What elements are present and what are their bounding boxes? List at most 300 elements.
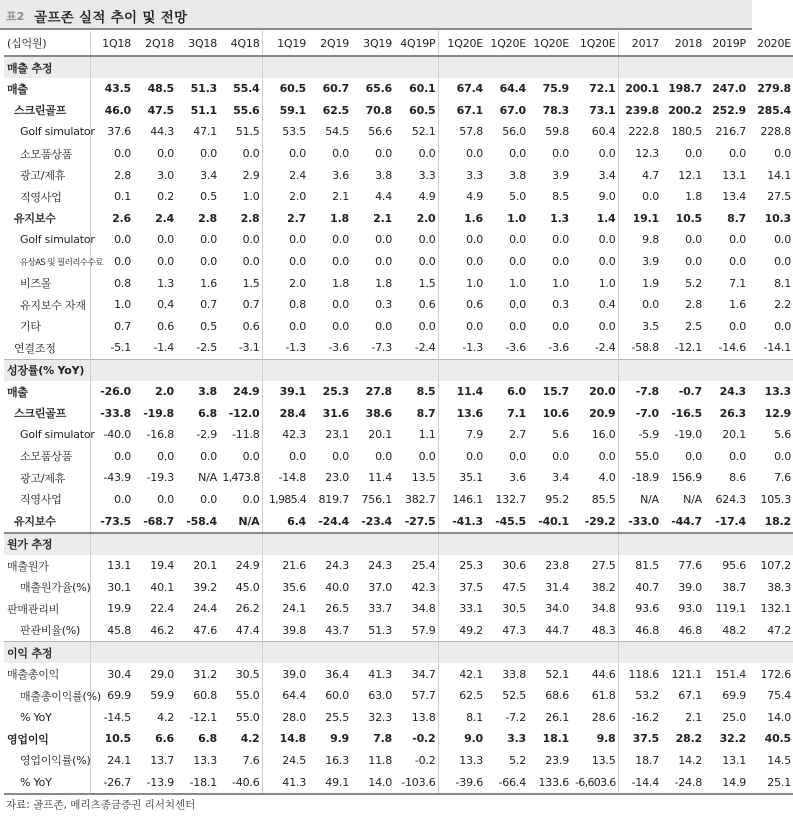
value-cell: 8.7: [727, 211, 746, 225]
value-cell: -16.8: [146, 428, 174, 442]
row-label: 비즈몰: [20, 277, 52, 291]
value-cell: 132.1: [760, 602, 791, 616]
value-cell: 32.2: [719, 732, 746, 746]
value-cell: 40.1: [150, 580, 174, 594]
table-row: [4, 446, 793, 468]
value-cell: 3.3: [438, 164, 485, 186]
table-row: [4, 598, 793, 620]
value-cell: 0.0: [262, 143, 308, 165]
value-cell: 60.0: [325, 689, 349, 703]
value-cell: 3.6: [509, 471, 526, 485]
table-row: [4, 121, 793, 143]
column-header: 4Q18: [219, 31, 262, 56]
value-cell: 2.4: [262, 164, 308, 186]
value-cell: 62.5: [322, 103, 349, 117]
value-cell: 67.1: [678, 689, 702, 703]
section-filler-cell: [528, 56, 571, 78]
value-cell: 43.7: [325, 623, 349, 637]
value-cell: 38.6: [365, 406, 392, 420]
row-label: 소모품상품: [20, 450, 73, 464]
value-cell: 1.8: [685, 190, 702, 204]
value-cell: 55.4: [233, 82, 260, 96]
value-cell: 119.1: [715, 602, 746, 616]
value-cell: 13.1: [722, 753, 746, 767]
value-cell: 10.5: [90, 728, 133, 750]
value-cell: -43.9: [90, 467, 133, 489]
value-cell: 2.6: [90, 208, 133, 230]
value-cell: 38.7: [722, 580, 746, 594]
value-cell: -24.8: [661, 771, 704, 794]
value-cell: 30.1: [90, 576, 133, 598]
value-cell: 0.0: [418, 233, 436, 247]
value-cell: 180.5: [671, 125, 702, 139]
row-label: 영업이익: [7, 732, 49, 746]
value-cell: 4.4: [375, 190, 392, 204]
section-filler-cell: [438, 642, 485, 664]
value-cell: -14.4: [618, 771, 661, 794]
value-cell: 54.5: [325, 125, 349, 139]
value-cell: 0.7: [242, 298, 260, 312]
value-cell: -18.1: [176, 771, 219, 794]
value-cell: 33.1: [438, 598, 485, 620]
value-cell: 62.5: [438, 685, 485, 707]
value-cell: 75.9: [542, 82, 569, 96]
value-cell: 247.0: [712, 82, 746, 96]
table-header-row: [4, 31, 793, 56]
value-cell: -11.8: [232, 428, 260, 442]
value-cell: 3.4: [552, 471, 569, 485]
table-row: [4, 294, 793, 316]
value-cell: -33.8: [90, 402, 133, 424]
value-cell: -2.4: [414, 341, 436, 355]
value-cell: 0.0: [598, 255, 616, 269]
value-cell: 11.4: [438, 381, 485, 403]
value-cell: 200.2: [668, 103, 702, 117]
value-cell: 0.0: [242, 147, 260, 161]
value-cell: 0.0: [242, 233, 260, 247]
section-filler-cell: [438, 359, 485, 381]
section-header-row: [4, 642, 793, 664]
value-cell: 0.0: [332, 147, 349, 161]
table-row: [4, 100, 793, 122]
value-cell: 93.0: [678, 602, 702, 616]
value-cell: 39.0: [262, 663, 308, 685]
table-row: [4, 489, 793, 511]
value-cell: 40.0: [325, 580, 349, 594]
value-cell: 0.0: [509, 319, 526, 333]
value-cell: 38.2: [591, 580, 616, 594]
value-cell: 70.8: [365, 103, 392, 117]
value-cell: 27.5: [591, 559, 616, 573]
section-filler-cell: [219, 56, 262, 78]
section-filler-cell: [571, 56, 618, 78]
value-cell: 0.6: [157, 319, 174, 333]
section-label: 원가 추정: [4, 533, 90, 555]
section-filler-cell: [394, 642, 438, 664]
value-cell: 0.0: [242, 255, 260, 269]
value-cell: -103.6: [394, 771, 438, 794]
value-cell: 0.0: [685, 233, 702, 247]
earnings-table: [4, 31, 793, 795]
value-cell: 0.0: [200, 147, 217, 161]
value-cell: 0.0: [685, 147, 702, 161]
section-filler-cell: [485, 642, 528, 664]
value-cell: 0.7: [200, 298, 217, 312]
row-label: 매출원가: [7, 559, 49, 573]
value-cell: 45.8: [90, 620, 133, 642]
value-cell: 252.9: [712, 103, 746, 117]
value-cell: -7.0: [618, 402, 661, 424]
table-row: [4, 402, 793, 424]
row-label: 매출총이익: [7, 668, 60, 682]
value-cell: 30.5: [235, 667, 260, 681]
value-cell: 28.6: [591, 710, 616, 724]
value-cell: 12.9: [764, 406, 791, 420]
table-row: [4, 576, 793, 598]
value-cell: 69.9: [722, 689, 746, 703]
value-cell: 30.5: [502, 602, 526, 616]
value-cell: 0.0: [598, 449, 616, 463]
value-cell: 39.0: [678, 580, 702, 594]
section-filler-cell: [394, 533, 438, 555]
column-header: 4Q19P: [394, 31, 438, 56]
table-row: [4, 663, 793, 685]
value-cell: 13.3: [438, 750, 485, 772]
row-label: 판매관리비: [7, 602, 60, 616]
section-filler-cell: [485, 359, 528, 381]
value-cell: 48.2: [722, 623, 746, 637]
value-cell: 0.0: [262, 446, 308, 468]
value-cell: 14.1: [767, 168, 791, 182]
value-cell: -58.4: [176, 510, 219, 533]
section-filler-cell: [308, 359, 351, 381]
section-filler-cell: [571, 359, 618, 381]
value-cell: -0.7: [678, 385, 702, 399]
value-cell: 0.0: [418, 147, 436, 161]
value-cell: 382.7: [405, 492, 436, 506]
value-cell: 7.1: [507, 406, 526, 420]
value-cell: 75.4: [767, 689, 791, 703]
value-cell: 19.4: [150, 559, 174, 573]
value-cell: 0.0: [375, 255, 392, 269]
value-cell: 2.7: [262, 208, 308, 230]
value-cell: 0.8: [90, 272, 133, 294]
value-cell: -24.4: [308, 510, 351, 533]
section-filler-cell: [661, 642, 704, 664]
value-cell: 78.3: [542, 103, 569, 117]
section-filler-cell: [571, 642, 618, 664]
value-cell: 5.0: [509, 190, 526, 204]
value-cell: -26.7: [90, 771, 133, 794]
value-cell: 13.5: [411, 471, 436, 485]
value-cell: 27.8: [365, 385, 392, 399]
value-cell: 0.0: [509, 233, 526, 247]
value-cell: 0.0: [418, 255, 436, 269]
value-cell: 118.6: [618, 663, 661, 685]
value-cell: -19.3: [146, 471, 174, 485]
value-cell: 13.8: [411, 710, 436, 724]
value-cell: 1.0: [509, 276, 526, 290]
value-cell: 51.5: [235, 125, 260, 139]
row-label: 유지보수: [4, 510, 90, 533]
value-cell: 2.7: [509, 428, 526, 442]
value-cell: 1.0: [90, 294, 133, 316]
value-cell: 2.2: [774, 298, 791, 312]
section-filler-cell: [661, 56, 704, 78]
value-cell: -2.5: [196, 341, 217, 355]
column-header: 3Q19: [351, 31, 394, 56]
section-filler-cell: [133, 642, 176, 664]
value-cell: 0.5: [200, 190, 217, 204]
row-label: 유상AS 및 필러리수수료: [20, 257, 103, 268]
value-cell: 3.4: [200, 168, 217, 182]
value-cell: 1.1: [418, 428, 436, 442]
value-cell: 222.8: [618, 121, 661, 143]
value-cell: -7.3: [371, 341, 392, 355]
value-cell: 9.8: [618, 229, 661, 251]
section-filler-cell: [262, 642, 308, 664]
value-cell: 5.6: [552, 428, 569, 442]
value-cell: 0.0: [200, 492, 217, 506]
value-cell: 47.5: [502, 580, 526, 594]
value-cell: 16.0: [591, 428, 616, 442]
value-cell: 60.4: [591, 125, 616, 139]
value-cell: -6,603.6: [571, 771, 618, 794]
value-cell: 0.0: [509, 147, 526, 161]
value-cell: 65.6: [365, 82, 392, 96]
value-cell: 51.1: [190, 103, 217, 117]
column-header: 2Q19: [308, 31, 351, 56]
value-cell: 0.0: [242, 492, 260, 506]
value-cell: 55.0: [235, 689, 260, 703]
value-cell: 47.2: [767, 623, 791, 637]
value-cell: 13.3: [193, 753, 217, 767]
column-header: 1Q20E: [485, 31, 528, 56]
value-cell: 2.9: [242, 168, 260, 182]
section-filler-cell: [219, 642, 262, 664]
value-cell: 95.6: [722, 559, 746, 573]
value-cell: 19.1: [618, 208, 661, 230]
section-filler-cell: [704, 642, 748, 664]
value-cell: 10.5: [675, 211, 702, 225]
value-cell: 25.4: [411, 559, 436, 573]
value-cell: 0.0: [729, 449, 746, 463]
value-cell: 279.8: [757, 82, 791, 96]
section-filler-cell: [748, 533, 793, 555]
value-cell: 18.7: [618, 750, 661, 772]
value-cell: -23.4: [351, 510, 394, 533]
value-cell: 3.9: [618, 251, 661, 273]
row-label: 광고/제휴: [20, 471, 66, 485]
value-cell: -73.5: [90, 510, 133, 533]
value-cell: 0.0: [774, 255, 791, 269]
value-cell: 95.2: [545, 492, 569, 506]
value-cell: 3.3: [418, 168, 436, 182]
value-cell: 819.7: [318, 492, 349, 506]
value-cell: 1.4: [596, 211, 616, 225]
section-filler-cell: [661, 533, 704, 555]
value-cell: 77.6: [678, 559, 702, 573]
value-cell: -2.4: [594, 341, 616, 355]
value-cell: 33.7: [368, 602, 392, 616]
value-cell: 25.5: [325, 710, 349, 724]
value-cell: 59.8: [545, 125, 569, 139]
value-cell: 23.1: [325, 428, 349, 442]
value-cell: 0.0: [729, 147, 746, 161]
value-cell: 0.0: [375, 319, 392, 333]
value-cell: 5.2: [509, 753, 526, 767]
value-cell: 624.3: [715, 492, 746, 506]
value-cell: 0.0: [685, 449, 702, 463]
value-cell: 0.0: [90, 143, 133, 165]
value-cell: 6.6: [155, 732, 174, 746]
value-cell: 0.0: [332, 233, 349, 247]
section-filler-cell: [438, 56, 485, 78]
value-cell: 29.0: [150, 667, 174, 681]
value-cell: 56.6: [368, 125, 392, 139]
value-cell: 0.0: [598, 319, 616, 333]
table-row: [4, 229, 793, 251]
value-cell: 4.9: [418, 190, 436, 204]
value-cell: 68.6: [545, 689, 569, 703]
value-cell: 61.8: [591, 689, 616, 703]
value-cell: 55.6: [233, 103, 260, 117]
table-row: [4, 272, 793, 294]
value-cell: 0.0: [332, 319, 349, 333]
value-cell: 16.3: [325, 753, 349, 767]
value-cell: 172.6: [760, 667, 791, 681]
value-cell: 151.4: [715, 667, 746, 681]
value-cell: 31.2: [193, 667, 217, 681]
value-cell: 1.6: [200, 276, 217, 290]
value-cell: 67.4: [438, 78, 485, 100]
value-cell: 0.3: [552, 298, 569, 312]
value-cell: 51.3: [190, 82, 217, 96]
value-cell: 0.0: [418, 449, 436, 463]
row-label: 영업이익률(%): [20, 754, 91, 768]
value-cell: 0.0: [438, 251, 485, 273]
value-cell: 0.6: [418, 298, 436, 312]
value-cell: 1,473.8: [222, 471, 260, 485]
section-filler-cell: [618, 533, 661, 555]
value-cell: 24.1: [262, 598, 308, 620]
row-label: 광고/제휴: [20, 169, 66, 183]
value-cell: 0.0: [262, 251, 308, 273]
table-row: [4, 143, 793, 165]
value-cell: 40.5: [764, 732, 791, 746]
value-cell: 18.1: [542, 732, 569, 746]
value-cell: 60.5: [409, 103, 436, 117]
value-cell: -68.7: [133, 510, 176, 533]
value-cell: 0.0: [774, 147, 791, 161]
value-cell: 25.3: [322, 385, 349, 399]
value-cell: -40.1: [528, 510, 571, 533]
value-cell: 9.8: [596, 732, 616, 746]
value-cell: 39.2: [193, 580, 217, 594]
value-cell: 8.6: [729, 471, 746, 485]
value-cell: 41.3: [368, 667, 392, 681]
table-row: [4, 706, 793, 728]
section-filler-cell: [661, 359, 704, 381]
value-cell: 38.3: [767, 580, 791, 594]
value-cell: 57.8: [438, 121, 485, 143]
value-cell: 67.0: [499, 103, 526, 117]
value-cell: N/A: [618, 489, 661, 511]
section-filler-cell: [438, 533, 485, 555]
value-cell: -27.5: [394, 510, 438, 533]
value-cell: 34.8: [411, 602, 436, 616]
value-cell: -19.8: [143, 406, 174, 420]
value-cell: 3.8: [198, 385, 217, 399]
value-cell: 0.0: [552, 147, 569, 161]
value-cell: 24.4: [193, 602, 217, 616]
value-cell: -1.4: [153, 341, 174, 355]
value-cell: 46.2: [150, 623, 174, 637]
value-cell: 2.0: [262, 186, 308, 208]
value-cell: 2.5: [685, 319, 702, 333]
table-row: [4, 510, 793, 533]
section-filler-cell: [485, 56, 528, 78]
section-filler-cell: [618, 56, 661, 78]
value-cell: 1.3: [157, 276, 174, 290]
value-cell: 22.4: [150, 602, 174, 616]
section-filler-cell: [528, 533, 571, 555]
value-cell: 146.1: [438, 489, 485, 511]
value-cell: 24.9: [235, 559, 260, 573]
value-cell: 6.0: [507, 385, 526, 399]
section-filler-cell: [748, 642, 793, 664]
value-cell: -17.4: [704, 510, 748, 533]
value-cell: 0.0: [438, 143, 485, 165]
value-cell: -16.5: [671, 406, 702, 420]
value-cell: 11.4: [368, 471, 392, 485]
value-cell: 59.9: [150, 689, 174, 703]
value-cell: 11.8: [368, 753, 392, 767]
value-cell: 14.0: [767, 710, 791, 724]
value-cell: -7.2: [505, 710, 526, 724]
table-body: [4, 31, 793, 794]
value-cell: -3.6: [505, 341, 526, 355]
value-cell: 33.8: [502, 667, 526, 681]
value-cell: 34.0: [545, 602, 569, 616]
value-cell: -18.9: [618, 467, 661, 489]
value-cell: 216.7: [715, 125, 746, 139]
value-cell: 52.5: [502, 689, 526, 703]
section-filler-cell: [176, 642, 219, 664]
table-row: [4, 467, 793, 489]
value-cell: 4.0: [598, 471, 616, 485]
value-cell: 2.8: [198, 211, 217, 225]
table-row: [4, 424, 793, 446]
value-cell: 25.1: [748, 771, 793, 794]
value-cell: 26.3: [719, 406, 746, 420]
value-cell: 27.5: [767, 190, 791, 204]
row-label: 매출원가율(%): [20, 581, 91, 595]
value-cell: 2.0: [262, 272, 308, 294]
value-cell: 85.5: [591, 492, 616, 506]
value-cell: 0.8: [262, 294, 308, 316]
value-cell: 57.7: [411, 689, 436, 703]
value-cell: 2.8: [240, 211, 260, 225]
value-cell: 47.4: [235, 623, 260, 637]
section-filler-cell: [262, 359, 308, 381]
value-cell: 35.1: [438, 467, 485, 489]
value-cell: 0.6: [438, 294, 485, 316]
section-filler-cell: [262, 56, 308, 78]
section-filler-cell: [351, 533, 394, 555]
section-filler-cell: [394, 359, 438, 381]
value-cell: 93.6: [618, 598, 661, 620]
